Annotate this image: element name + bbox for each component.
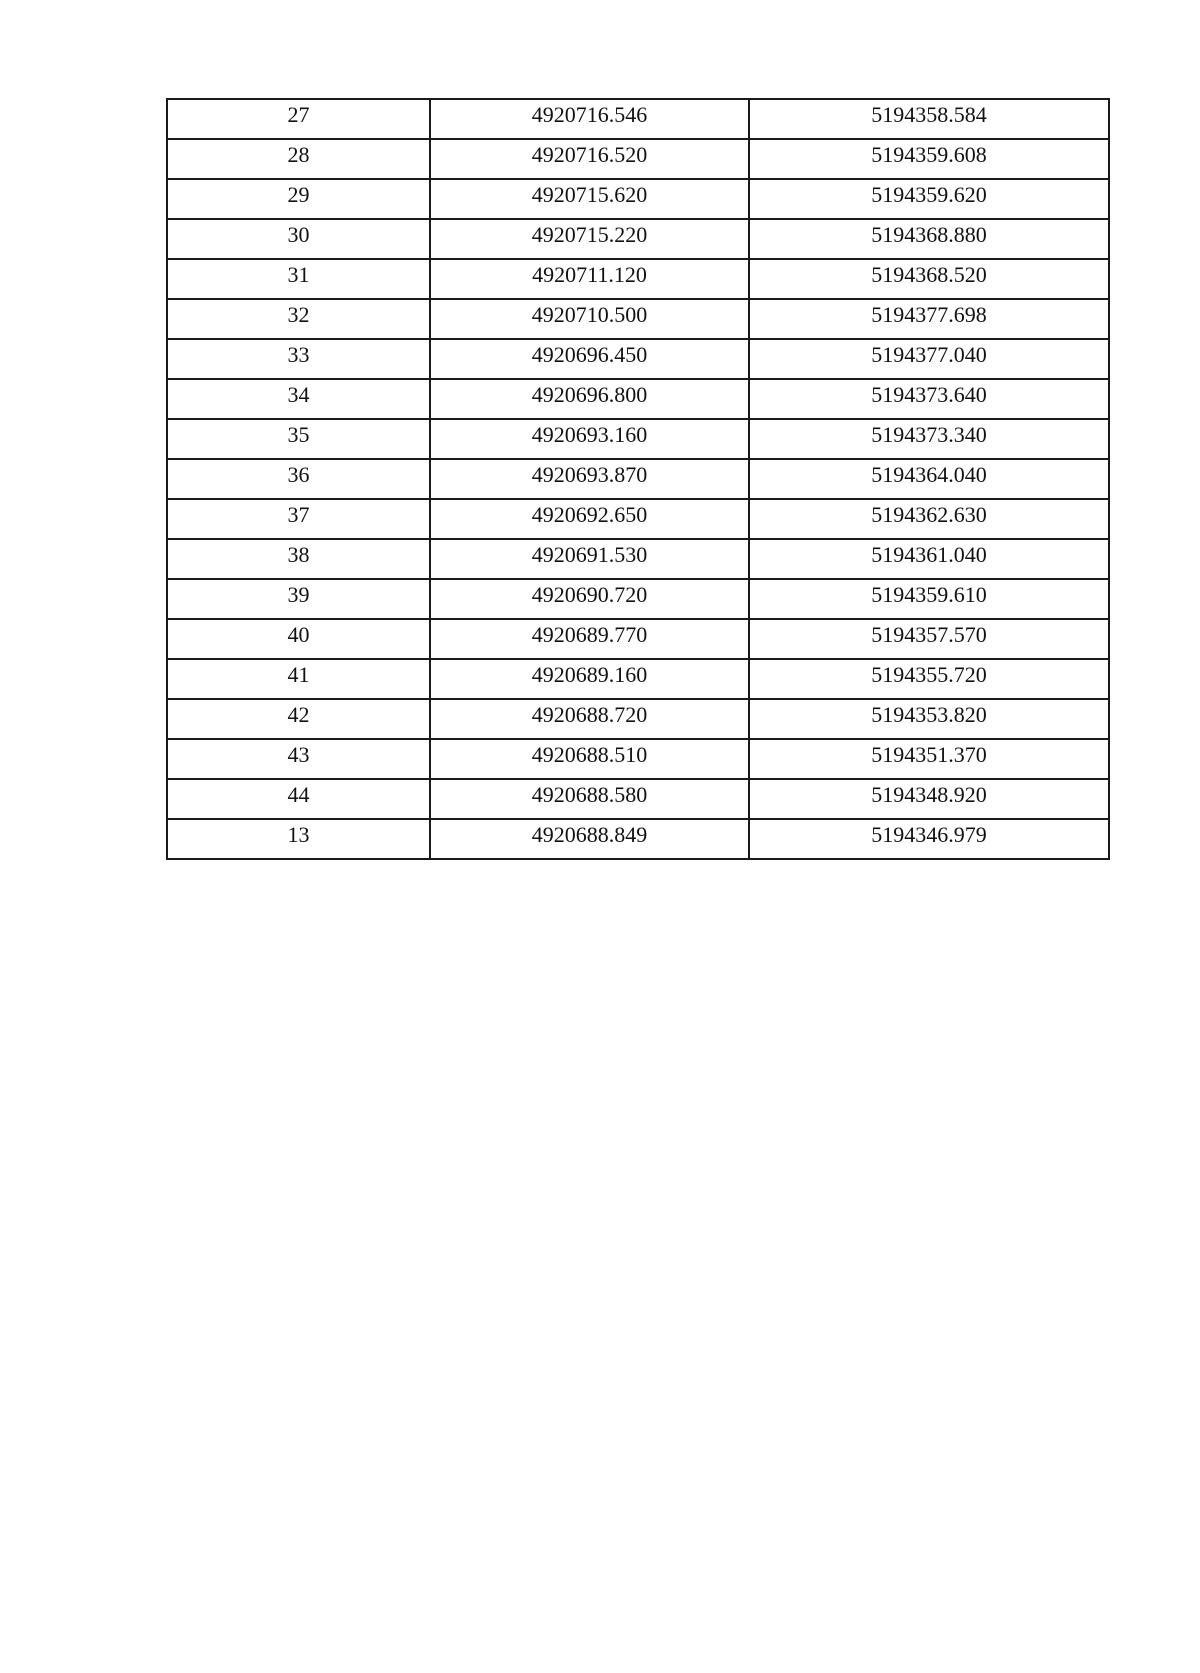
table-row — [167, 259, 1109, 299]
point-number-cell: 41 — [167, 659, 430, 699]
table-row — [167, 699, 1109, 739]
point-number-cell: 40 — [167, 619, 430, 659]
table-row — [167, 459, 1109, 499]
x-coordinate-cell: 4920688.580 — [430, 779, 749, 819]
point-number-cell: 32 — [167, 299, 430, 339]
y-coordinate-cell: 5194346.979 — [749, 819, 1109, 859]
coordinates-table — [166, 98, 1110, 860]
table-row — [167, 539, 1109, 579]
y-coordinate-cell: 5194377.040 — [749, 339, 1109, 379]
x-coordinate-cell: 4920688.720 — [430, 699, 749, 739]
table-row — [167, 139, 1109, 179]
point-number-cell: 13 — [167, 819, 430, 859]
x-coordinate-cell: 4920715.220 — [430, 219, 749, 259]
x-coordinate-cell: 4920711.120 — [430, 259, 749, 299]
table-row — [167, 219, 1109, 259]
x-coordinate-cell: 4920691.530 — [430, 539, 749, 579]
point-number-cell: 44 — [167, 779, 430, 819]
y-coordinate-cell: 5194348.920 — [749, 779, 1109, 819]
table-row — [167, 819, 1109, 859]
table-row — [167, 179, 1109, 219]
point-number-cell: 37 — [167, 499, 430, 539]
x-coordinate-cell: 4920696.450 — [430, 339, 749, 379]
x-coordinate-cell: 4920710.500 — [430, 299, 749, 339]
table-row — [167, 579, 1109, 619]
x-coordinate-cell: 4920716.546 — [430, 99, 749, 139]
y-coordinate-cell: 5194359.608 — [749, 139, 1109, 179]
y-coordinate-cell: 5194362.630 — [749, 499, 1109, 539]
table-row — [167, 499, 1109, 539]
point-number-cell: 28 — [167, 139, 430, 179]
point-number-cell: 31 — [167, 259, 430, 299]
point-number-cell: 33 — [167, 339, 430, 379]
point-number-cell: 27 — [167, 99, 430, 139]
y-coordinate-cell: 5194357.570 — [749, 619, 1109, 659]
x-coordinate-cell: 4920689.160 — [430, 659, 749, 699]
y-coordinate-cell: 5194353.820 — [749, 699, 1109, 739]
y-coordinate-cell: 5194358.584 — [749, 99, 1109, 139]
y-coordinate-cell: 5194368.880 — [749, 219, 1109, 259]
y-coordinate-cell: 5194351.370 — [749, 739, 1109, 779]
y-coordinate-cell: 5194359.610 — [749, 579, 1109, 619]
table-row — [167, 739, 1109, 779]
x-coordinate-cell: 4920688.849 — [430, 819, 749, 859]
y-coordinate-cell: 5194355.720 — [749, 659, 1109, 699]
table-row — [167, 379, 1109, 419]
table-row — [167, 419, 1109, 459]
x-coordinate-cell: 4920688.510 — [430, 739, 749, 779]
y-coordinate-cell: 5194359.620 — [749, 179, 1109, 219]
table-row — [167, 659, 1109, 699]
y-coordinate-cell: 5194364.040 — [749, 459, 1109, 499]
table-row — [167, 99, 1109, 139]
y-coordinate-cell: 5194373.640 — [749, 379, 1109, 419]
x-coordinate-cell: 4920716.520 — [430, 139, 749, 179]
x-coordinate-cell: 4920689.770 — [430, 619, 749, 659]
x-coordinate-cell: 4920690.720 — [430, 579, 749, 619]
y-coordinate-cell: 5194373.340 — [749, 419, 1109, 459]
point-number-cell: 43 — [167, 739, 430, 779]
point-number-cell: 36 — [167, 459, 430, 499]
coordinates-table-body — [167, 99, 1109, 859]
table-row — [167, 299, 1109, 339]
point-number-cell: 34 — [167, 379, 430, 419]
x-coordinate-cell: 4920693.870 — [430, 459, 749, 499]
table-row — [167, 339, 1109, 379]
point-number-cell: 30 — [167, 219, 430, 259]
y-coordinate-cell: 5194368.520 — [749, 259, 1109, 299]
x-coordinate-cell: 4920693.160 — [430, 419, 749, 459]
point-number-cell: 38 — [167, 539, 430, 579]
y-coordinate-cell: 5194361.040 — [749, 539, 1109, 579]
point-number-cell: 39 — [167, 579, 430, 619]
x-coordinate-cell: 4920715.620 — [430, 179, 749, 219]
point-number-cell: 42 — [167, 699, 430, 739]
table-row — [167, 619, 1109, 659]
x-coordinate-cell: 4920696.800 — [430, 379, 749, 419]
point-number-cell: 35 — [167, 419, 430, 459]
y-coordinate-cell: 5194377.698 — [749, 299, 1109, 339]
x-coordinate-cell: 4920692.650 — [430, 499, 749, 539]
table-row — [167, 779, 1109, 819]
point-number-cell: 29 — [167, 179, 430, 219]
